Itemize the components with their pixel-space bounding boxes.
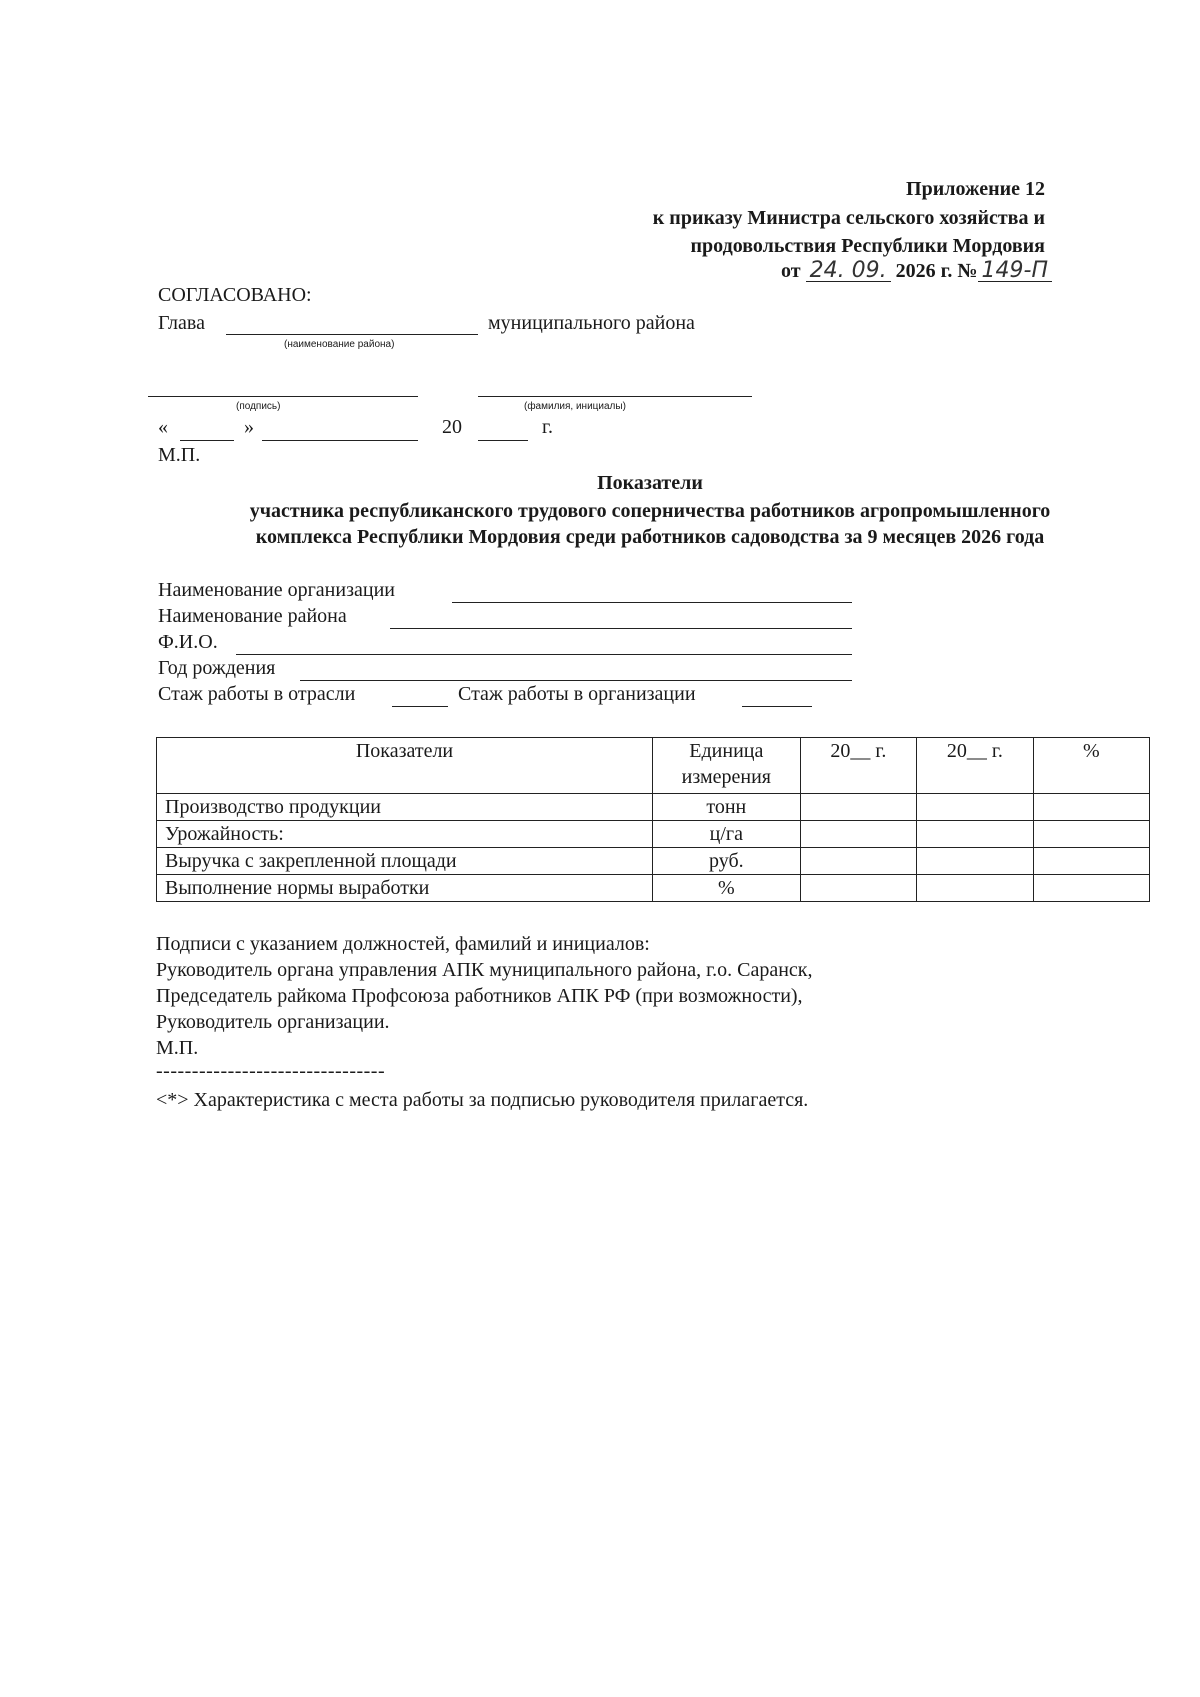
- year-line: [478, 440, 528, 441]
- handwritten-date: 24. 09.: [806, 261, 891, 282]
- birth-year-line: [300, 680, 852, 681]
- row-value-year-1[interactable]: [800, 875, 917, 902]
- signature-line: [148, 396, 418, 397]
- industry-experience-label: Стаж работы в отрасли: [158, 683, 356, 705]
- name-caption: (фамилия, инициалы): [524, 401, 626, 412]
- org-name-label: Наименование организации: [158, 579, 395, 601]
- row-value-year-2[interactable]: [917, 848, 1034, 875]
- org-experience-label: Стаж работы в организации: [458, 683, 696, 705]
- date-quote-open: «: [158, 416, 168, 438]
- district-name-label: Наименование района: [158, 605, 347, 627]
- row-value-percent[interactable]: [1033, 875, 1149, 902]
- header-year-1: 20__ г.: [800, 738, 917, 794]
- date-quote-close: »: [244, 416, 254, 438]
- header-year-2: 20__ г.: [917, 738, 1034, 794]
- row-value-percent[interactable]: [1033, 848, 1149, 875]
- fio-label: Ф.И.О.: [158, 631, 218, 653]
- full-name-line: [478, 396, 752, 397]
- row-indicator: Выполнение нормы выработки: [157, 875, 653, 902]
- row-value-percent[interactable]: [1033, 821, 1149, 848]
- row-value-year-2[interactable]: [917, 821, 1034, 848]
- table-row: [157, 875, 1150, 902]
- year-suffix: г.: [542, 416, 553, 438]
- document-title: Показатели: [597, 472, 703, 494]
- order-date-line: [781, 258, 1052, 284]
- year-prefix: 20: [442, 416, 462, 438]
- row-value-year-2[interactable]: [917, 875, 1034, 902]
- row-indicator: Урожайность:: [157, 821, 653, 848]
- table-row: [157, 794, 1150, 821]
- org-experience-line: [742, 706, 812, 707]
- birth-year-label: Год рождения: [158, 657, 276, 679]
- footnote-separator: --------------------------------: [156, 1060, 386, 1082]
- footer-stamp-label: М.П.: [156, 1037, 199, 1059]
- stamp-label: М.П.: [158, 444, 201, 466]
- signature-union-chair: Председатель райкома Профсоюза работников АПК РФ (при возможности),: [156, 985, 803, 1007]
- month-line: [262, 440, 418, 441]
- row-indicator: Производство продукции: [157, 794, 653, 821]
- row-indicator: Выручка с закрепленной площади: [157, 848, 653, 875]
- appendix-label: Приложение 12: [906, 178, 1045, 200]
- header-indicator: Показатели: [157, 738, 653, 794]
- document-subtitle-line1: участника республиканского трудового соперничества работников агропромышленного: [249, 500, 1051, 522]
- order-reference-line1: к приказу Министра сельского хозяйства и: [652, 207, 1045, 229]
- district-caption: (наименование района): [284, 339, 395, 350]
- date-suffix: 2026 г. №: [895, 260, 978, 282]
- signature-org-head: Руководитель организации.: [156, 1011, 390, 1033]
- industry-experience-line: [392, 706, 448, 707]
- signature-apk-head: Руководитель органа управления АПК муниципального района, г.о. Саранск,: [156, 959, 813, 981]
- signature-caption: (подпись): [236, 401, 281, 412]
- indicators-table: [156, 737, 1150, 902]
- table-row: [157, 848, 1150, 875]
- document-subtitle-line2: комплекса Республики Мордовия среди работников садоводства за 9 месяцев 2026 года: [255, 526, 1045, 548]
- row-unit: ц/га: [653, 821, 801, 848]
- header-unit: Единица измерения: [653, 738, 801, 794]
- row-unit: %: [653, 875, 801, 902]
- order-reference-line2: продовольствия Республики Мордовия: [690, 235, 1045, 257]
- row-unit: тонн: [653, 794, 801, 821]
- table-header-row: [157, 738, 1150, 794]
- footnote-text: <*> Характеристика с места работы за подписью руководителя прилагается.: [156, 1089, 809, 1111]
- row-value-year-1[interactable]: [800, 848, 917, 875]
- row-value-year-1[interactable]: [800, 821, 917, 848]
- header-percent: %: [1033, 738, 1149, 794]
- day-line: [180, 440, 234, 441]
- row-value-year-2[interactable]: [917, 794, 1034, 821]
- district-name-line: [226, 334, 478, 335]
- row-unit: руб.: [653, 848, 801, 875]
- row-value-year-1[interactable]: [800, 794, 917, 821]
- org-name-line: [452, 602, 852, 603]
- date-prefix: от: [781, 260, 801, 282]
- fio-line: [236, 654, 852, 655]
- approval-title: СОГЛАСОВАНО:: [158, 284, 312, 306]
- head-label: Глава: [158, 312, 205, 334]
- handwritten-order-number: 149-П: [978, 261, 1052, 282]
- district-suffix: муниципального района: [488, 312, 695, 334]
- row-value-percent[interactable]: [1033, 794, 1149, 821]
- district-field-line: [390, 628, 852, 629]
- signatures-intro: Подписи с указанием должностей, фамилий и инициалов:: [156, 933, 650, 955]
- table-row: [157, 821, 1150, 848]
